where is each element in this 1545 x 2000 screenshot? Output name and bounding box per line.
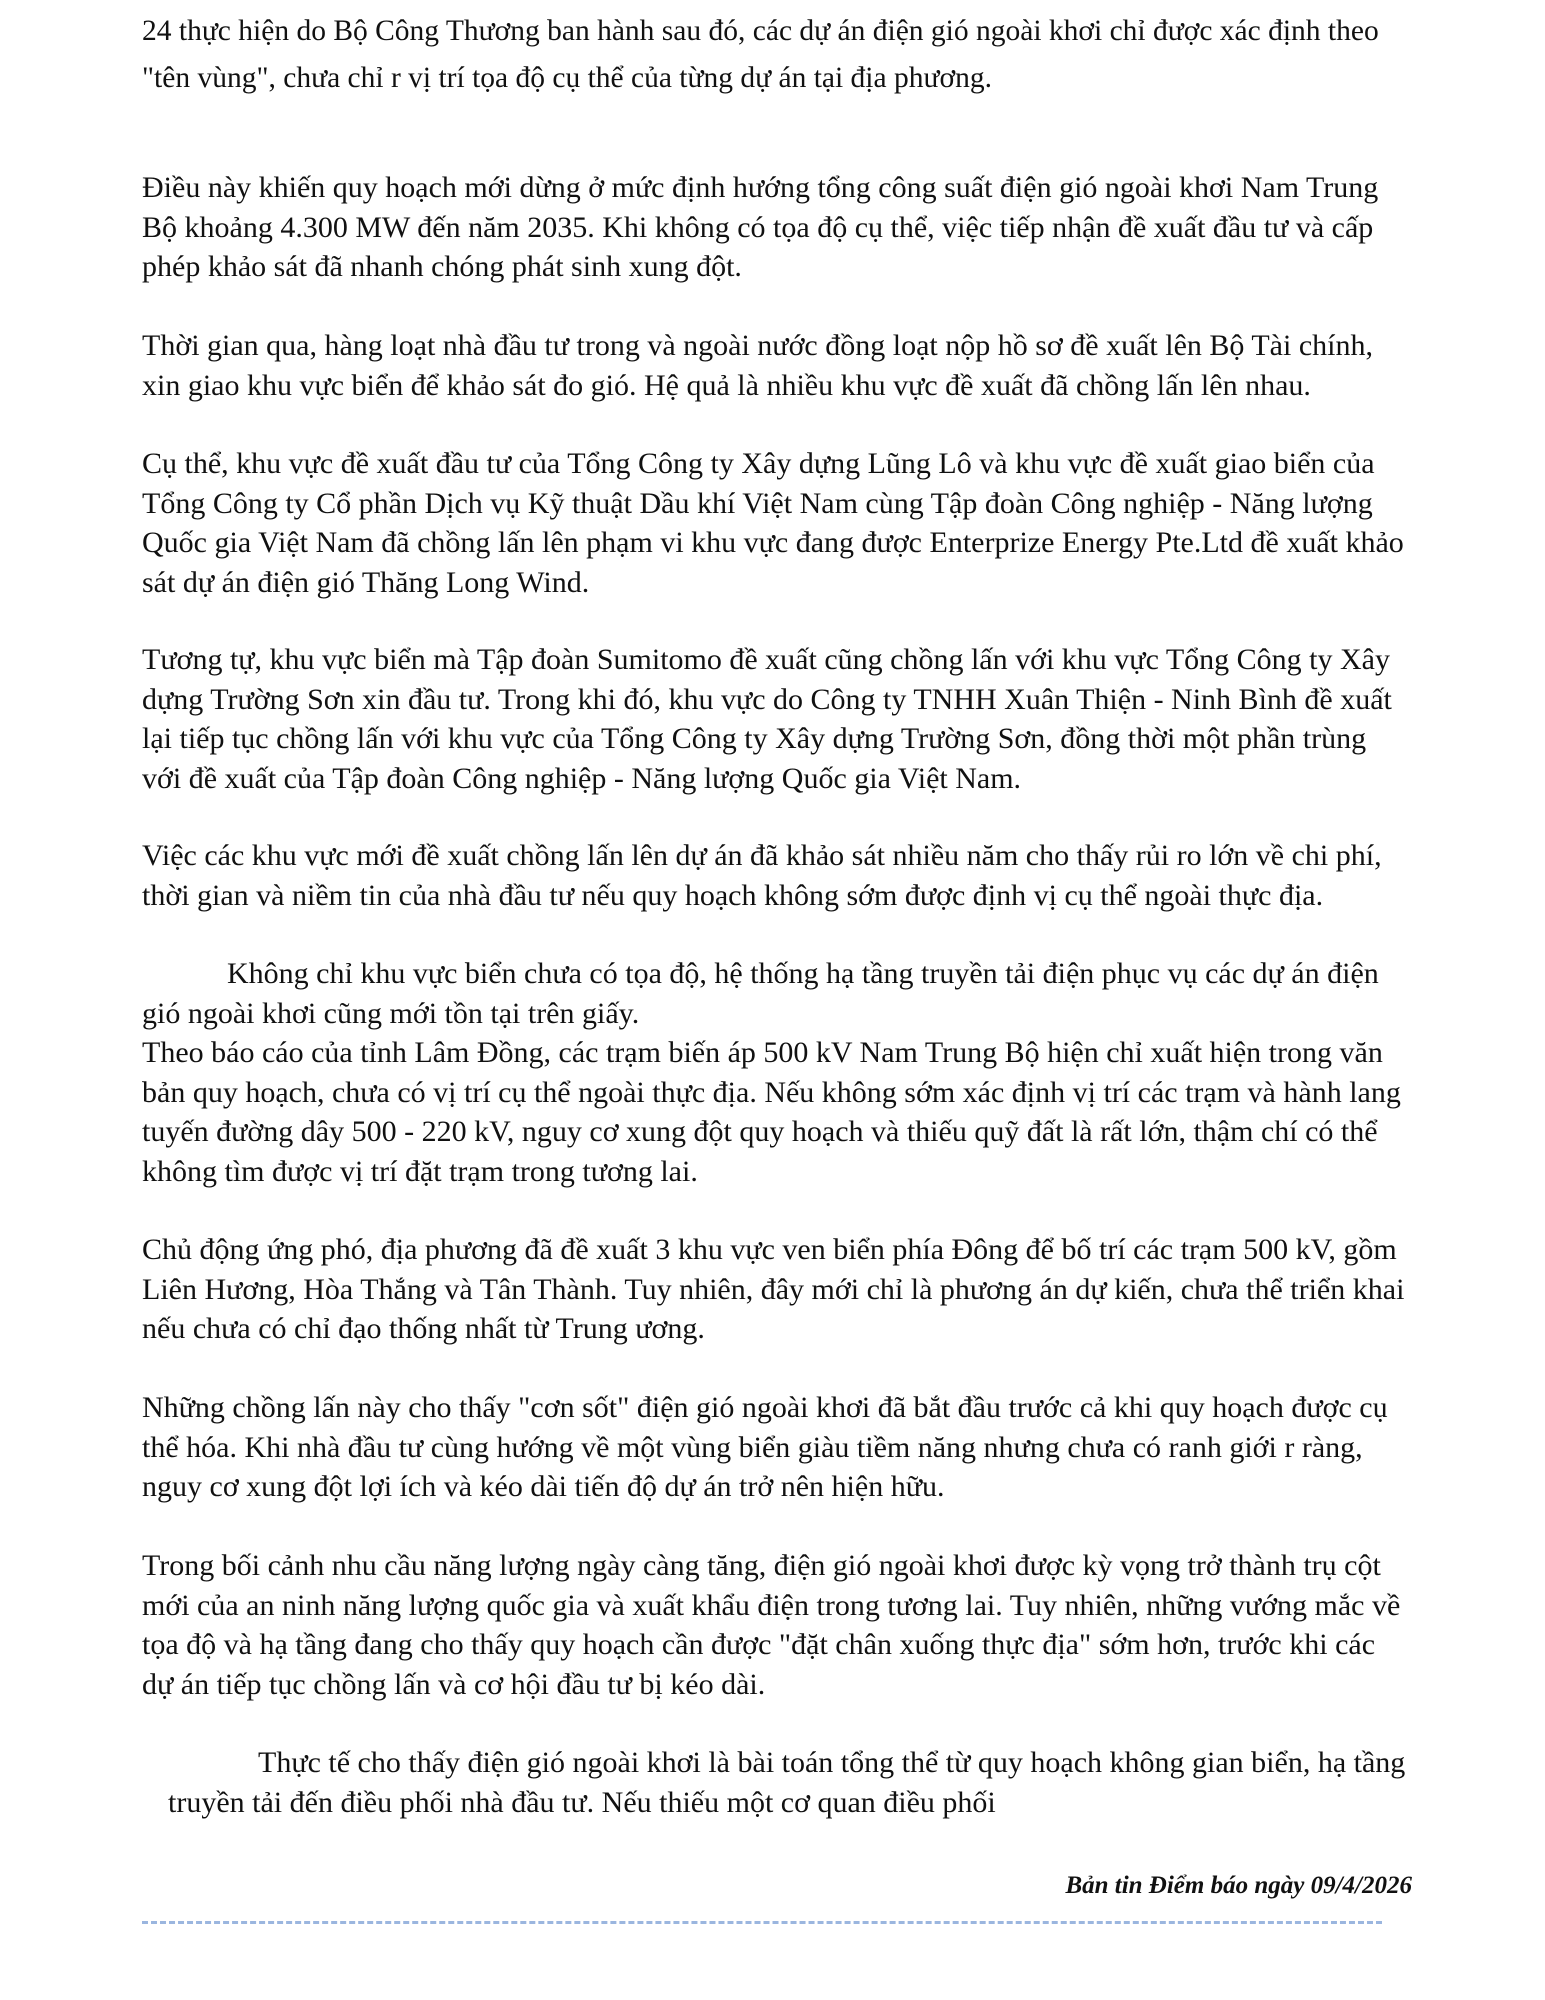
footer-divider [142,1921,1382,1924]
paragraph-wind-fever: Những chồng lấn này cho thấy "cơn sốt" điện gió ngoài khơi đã bắt đầu trước cả khi quy hoạch được cụ thể hóa. Khi nhà đầu tư cùng hướng về một vùng biển giàu tiềm năng nhưng chưa có ranh giới r ràng, nguy cơ xung đột lợi ích và kéo dài tiến độ dự án trở nên hiện hữu. [142,1391,1388,1503]
paragraph-transmission: Không chỉ khu vực biển chưa có tọa độ, hệ thống hạ tầng truyền tải điện phục vụ các dự án điện gió ngoài khơi cũng mới tồn tại trên giấy. [142,957,1379,1030]
paragraph-coastal-areas: Chủ động ứng phó, địa phương đã đề xuất 3 khu vực ven biển phía Đông để bố trí các trạm 500 kV, gồm Liên Hương, Hòa Thắng và Tân Thành. Tuy nhiên, đây mới chỉ là phương án dự kiến, chưa thể triển khai nếu chưa có chỉ đạo thống nhất từ Trung ương. [142,1233,1405,1345]
paragraph-thang-long-overlap: Cụ thể, khu vực đề xuất đầu tư của Tổng Công ty Xây dựng Lũng Lô và khu vực đề xuất giao biển của Tổng Công ty Cổ phần Dịch vụ Kỹ thuật Dầu khí Việt Nam cùng Tập đoàn Công nghiệp - Năng lượng Quốc gia Việt Nam đã chồng lấn lên phạm vi khu vực đang được Enterprize Energy Pte.Ltd đề xuất khảo sát dự án điện gió Thăng Long Wind. [142,447,1404,599]
paragraph-investor-risk: Việc các khu vực mới đề xuất chồng lấn lên dự án đã khảo sát nhiều năm cho thấy rủi ro lớn về chi phí, thời gian và niềm tin của nhà đầu tư nếu quy hoạch không sớm được định vị cụ thể ngoài thực địa. [142,839,1382,912]
paragraph-energy-security: Trong bối cảnh nhu cầu năng lượng ngày càng tăng, điện gió ngoài khơi được kỳ vọng trở thành trụ cột mới của an ninh năng lượng quốc gia và xuất khẩu điện trong tương lai. Tuy nhiên, những vướng mắc về tọa độ và hạ tầng đang cho thấy quy hoạch cần được "đặt chân xuống thực địa" sớm hơn, trước khi các dự án tiếp tục chồng lấn và cơ hội đầu tư bị kéo dài. [142,1549,1401,1701]
paragraph-investor-proposals: Thời gian qua, hàng loạt nhà đầu tư trong và ngoài nước đồng loạt nộp hồ sơ đề xuất lên Bộ Tài chính, xin giao khu vực biển để khảo sát đo gió. Hệ quả là nhiều khu vực đề xuất đã chồng lấn lên nhau. [142,329,1373,402]
paragraph-sumitomo-overlap: Tương tự, khu vực biển mà Tập đoàn Sumitomo đề xuất cũng chồng lấn với khu vực Tổng Công ty Xây dựng Trường Sơn xin đầu tư. Trong khi đó, khu vực do Công ty TNHH Xuân Thiện - Ninh Bình đề xuất lại tiếp tục chồng lấn với khu vực của Tổng Công ty Xây dựng Trường Sơn, đồng thời một phần trùng với đề xuất của Tập đoàn Công nghiệp - Năng lượng Quốc gia Việt Nam. [142,643,1392,795]
paragraph-continuation: 24 thực hiện do Bộ Công Thương ban hành sau đó, các dự án điện gió ngoài khơi chỉ được xác định theo "tên vùng", chưa chỉ r vị trí tọa độ cụ thể của từng dự án tại địa phương. [142,15,1379,94]
paragraph-planning-capacity: Điều này khiến quy hoạch mới dừng ở mức định hướng tổng công suất điện gió ngoài khơi Nam Trung Bộ khoảng 4.300 MW đến năm 2035. Khi không có tọa độ cụ thể, việc tiếp nhận đề xuất đầu tư và cấp phép khảo sát đã nhanh chóng phát sinh xung đột. [142,171,1379,283]
paragraph-substations: Theo báo cáo của tỉnh Lâm Đồng, các trạm biến áp 500 kV Nam Trung Bộ hiện chỉ xuất hiện trong văn bản quy hoạch, chưa có vị trí cụ thể ngoài thực địa. Nếu không sớm xác định vị trí các trạm và hành lang tuyến đường dây 500 - 220 kV, nguy cơ xung đột quy hoạch và thiếu quỹ đất là rất lớn, thậm chí có thể không tìm được vị trí đặt trạm trong tương lai. [142,1036,1401,1188]
paragraph-coordination: Thực tế cho thấy điện gió ngoài khơi là bài toán tổng thể từ quy hoạch không gian biển, hạ tầng truyền tải đến điều phối nhà đầu tư. Nếu thiếu một cơ quan điều phối [168,1746,1406,1819]
bulletin-footer: Bản tin Điểm báo ngày 09/4/2026 [1065,1872,1412,1899]
